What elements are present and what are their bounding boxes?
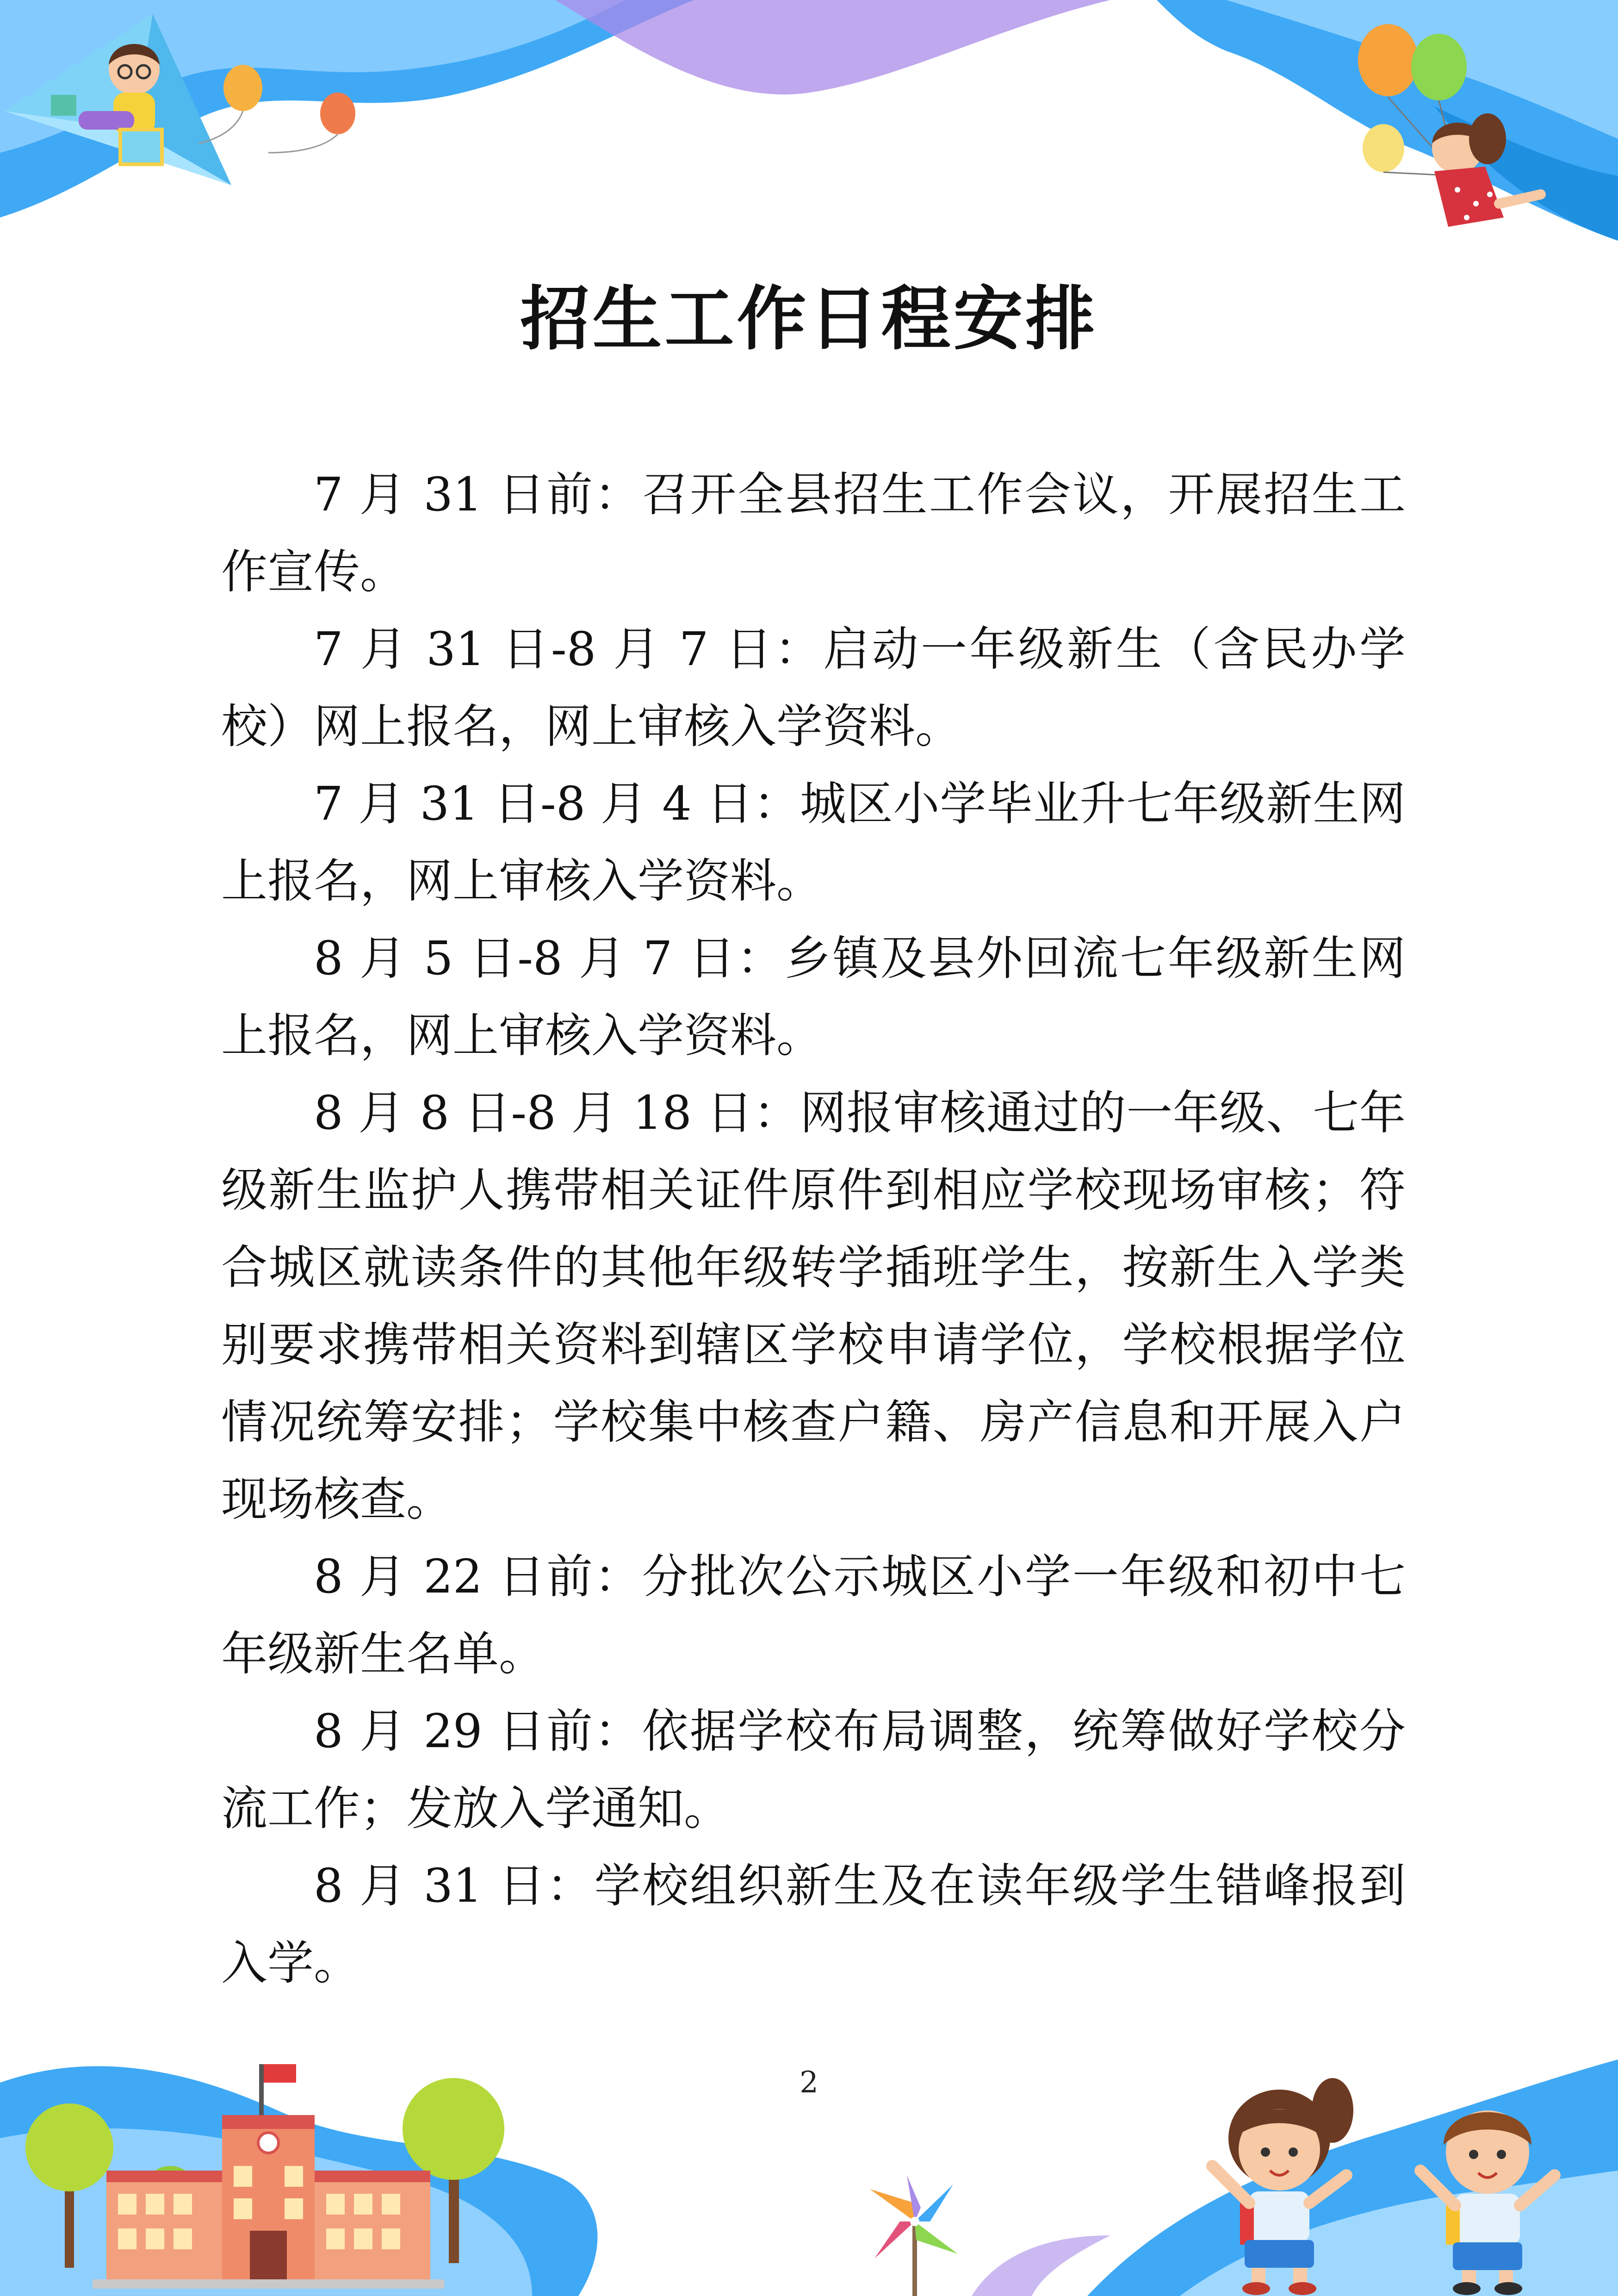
schedule-entry: 7 月 31 日-8 月 4 日：城区小学毕业升七年级新生网上报名，网上审核入学资料。 [221, 777, 1406, 908]
schedule-entry: 8 月 8 日-8 月 18 日：网报审核通过的一年级、七年级新生监护人携带相关证件原件到相应学校现场审核；符合城区就读条件的其他年级转学插班学生，按新生入学类别要求携带相关资料到辖区学校申请学位，学校根据学位情况统筹安排；学校集中核查户籍、房产信息和开展入户现场核查。 [221, 1086, 1406, 1526]
small-tree-icon [143, 2166, 198, 2268]
schedule-entry: 7 月 31 日-8 月 7 日：启动一年级新生（含民办学校）网上报名，网上审核入学资料。 [221, 622, 1406, 753]
schedule-entry: 8 月 5 日-8 月 7 日：乡镇及县外回流七年级新生网上报名，网上审核入学资料。 [221, 931, 1406, 1063]
schedule-entry: 8 月 29 日前：依据学校布局调整，统筹做好学校分流工作；发放入学通知。 [221, 1704, 1406, 1836]
bottom-right-light-wave [1180, 2171, 1618, 2296]
bottom-purple-ribbon [972, 2235, 1110, 2296]
schedule-list [221, 456, 1406, 2002]
boy-waving-icon [1420, 2110, 1555, 2295]
left-tree-icon [25, 2103, 113, 2268]
center-tree-icon [403, 2078, 504, 2263]
top-decoration [0, 0, 1618, 259]
bottom-left-light-wave [0, 2128, 532, 2296]
schedule-entry: 7 月 31 日前：召开全县招生工作会议，开展招生工作宣传。 [221, 467, 1406, 599]
schedule-entry: 8 月 31 日：学校组织新生及在读年级学生错峰报到入学。 [221, 1859, 1406, 1990]
girl-waving-icon [1212, 2078, 1353, 2295]
schedule-entry: 8 月 22 日前：分批次公示城区小学一年级和初中七年级新生名单。 [221, 1549, 1406, 1681]
page-number: 2 [800, 2066, 818, 2100]
pinwheel-icon [870, 2175, 958, 2296]
page-title: 招生工作日程安排 [520, 279, 1098, 360]
top-purple-ribbon [555, 0, 1110, 94]
